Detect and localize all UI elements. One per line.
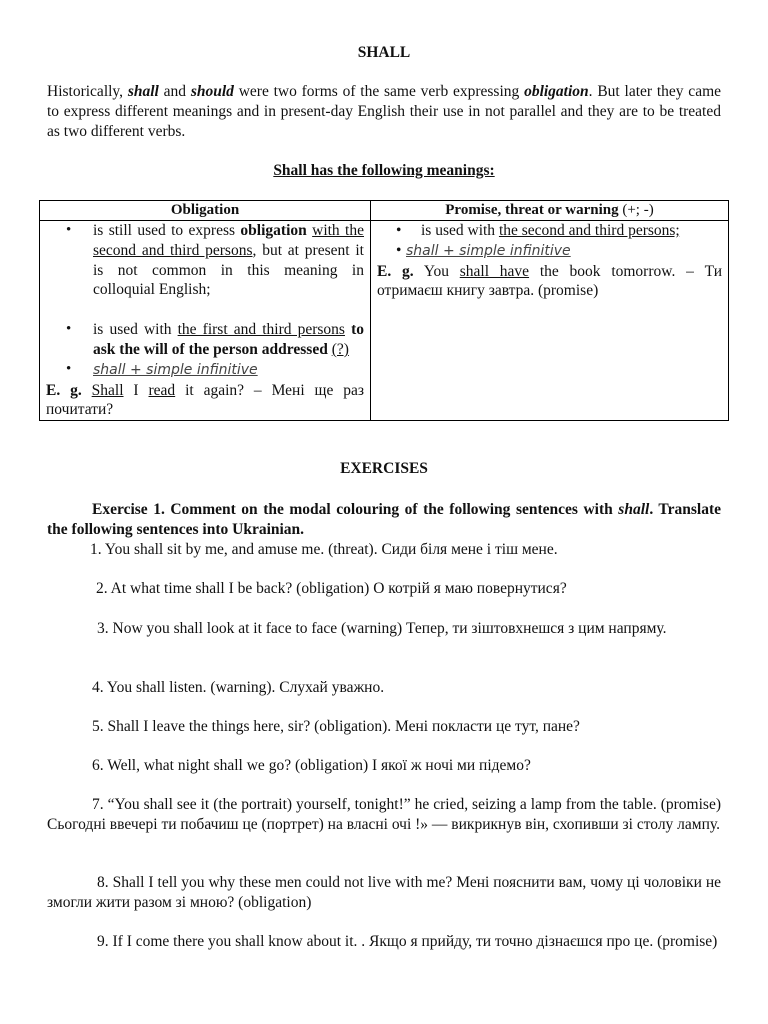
exercise-item-7: 7. “You shall see it (the portrait) yourself, tonight!” he cried, seizing a lamp from the table. (promise) Сьогодні ввечері ти побачиш це (портрет) на власні очі !» — викрикнув він, схопивши зі столу лампу.	[47, 796, 721, 833]
pr-eg-label: E. g.	[377, 262, 414, 280]
exercises-heading: EXERCISES	[340, 460, 428, 477]
exercise-item-9: 9. If I come there you shall know about it. . Якщо я прийду, ти точно дізнаєшся про це. (promise)	[97, 933, 718, 950]
exercise-item-1: 1. You shall sit by me, and amuse me. (threat). Сиди біля мене і тіш мене.	[90, 541, 558, 558]
ob1-bold: obligation	[240, 222, 307, 239]
ob-eg-read: read	[148, 381, 176, 399]
ob-eg-label: E. g.	[46, 381, 82, 399]
intro-text-2: were two forms of the same verb expressing	[233, 83, 525, 100]
ex1-a: Exercise 1. Comment on the modal colouring of the following sentences with	[92, 501, 619, 518]
intro-shall: shall	[127, 83, 159, 100]
promise-example	[377, 262, 722, 302]
pr-eg-you: You	[413, 262, 460, 280]
exercise-item-8: 8. Shall I tell you why these men could not live with me? Мені пояснити вам, чому ці чоловіки не змогли жити разом зі мною? (obligation)	[47, 874, 721, 911]
header-promise-rest: (+; -)	[618, 202, 654, 218]
ob2-a: is used with	[93, 321, 178, 339]
meanings-table	[39, 200, 729, 421]
pr1-a: is used with	[421, 222, 499, 239]
obligation-bullet-2	[46, 320, 364, 360]
ob2-underline: the first and third persons	[177, 321, 345, 339]
page-title: SHALL	[357, 44, 411, 61]
intro-obligation: obligation	[524, 83, 589, 100]
ex1-b: . Translate the following sentences into Ukrainian.	[47, 501, 722, 538]
exercise-item-3: 3. Now you shall look at it face to face (warning) Тепер, ти зіштовхнешся з цим напряму.	[97, 620, 667, 637]
intro-and: and	[158, 83, 191, 100]
ob3-formula: shall + simple infinitive	[93, 361, 258, 378]
obligation-cell	[40, 221, 371, 421]
ob2-question: (?)	[331, 340, 349, 358]
ob-eg-rest: it again? – Мені ще раз почитати?	[46, 381, 365, 419]
exercise-1-instruction	[47, 500, 721, 540]
ob1-underline: with the second and third persons	[93, 222, 364, 259]
obligation-bullet-3	[46, 360, 364, 381]
pr1-underline: the second and third persons;	[498, 222, 680, 239]
promise-cell	[371, 221, 729, 421]
pr2-formula: shall + simple infinitive	[406, 242, 571, 259]
obligation-bullet-1	[46, 221, 364, 300]
table-header-row	[40, 201, 729, 221]
intro-text-3: . But later they came to express different meanings and in present-day English their use in not parallel and they are to be treated as two different verbs.	[47, 83, 722, 140]
header-obligation: Obligation	[40, 201, 371, 221]
exercise-item-6: 6. Well, what night shall we go? (obligation) І якої ж ночі ми підемо?	[92, 757, 531, 774]
ex1-shall: shall	[618, 501, 650, 518]
ob-eg-shall: Shall	[91, 381, 124, 399]
promise-bullet-2	[377, 241, 722, 262]
intro-paragraph	[47, 82, 721, 142]
ob2-bold: to ask the will of the person addressed	[93, 321, 364, 358]
header-promise-bold: Promise, threat or warning	[445, 202, 619, 218]
pr-eg-rest: the book tomorrow. – Ти отримаєш книгу завтра. (promise)	[377, 262, 722, 300]
promise-bullet-1	[377, 221, 722, 241]
meanings-heading: Shall has the following meanings:	[273, 162, 495, 179]
exercise-item-2: 2. At what time shall I be back? (obligation) О котрій я маю повернутися?	[96, 580, 567, 597]
pr-eg-underline: shall have	[459, 262, 530, 280]
obligation-example	[46, 381, 364, 421]
intro-text-1: Historically,	[47, 83, 128, 100]
spacer	[46, 300, 364, 320]
ob1-rest: , but at present it is not common in this meaning in colloquial English;	[93, 241, 364, 299]
exercise-item-4: 4. You shall listen. (warning). Слухай уважно.	[92, 679, 385, 696]
header-promise	[371, 201, 729, 221]
table-body-row	[40, 221, 729, 421]
exercise-item-5: 5. Shall I leave the things here, sir? (obligation). Мені покласти це тут, пане?	[92, 718, 580, 735]
ob1-a: is still used to express	[93, 222, 241, 239]
intro-should: should	[190, 83, 234, 100]
ob-eg-i: I	[123, 381, 149, 399]
